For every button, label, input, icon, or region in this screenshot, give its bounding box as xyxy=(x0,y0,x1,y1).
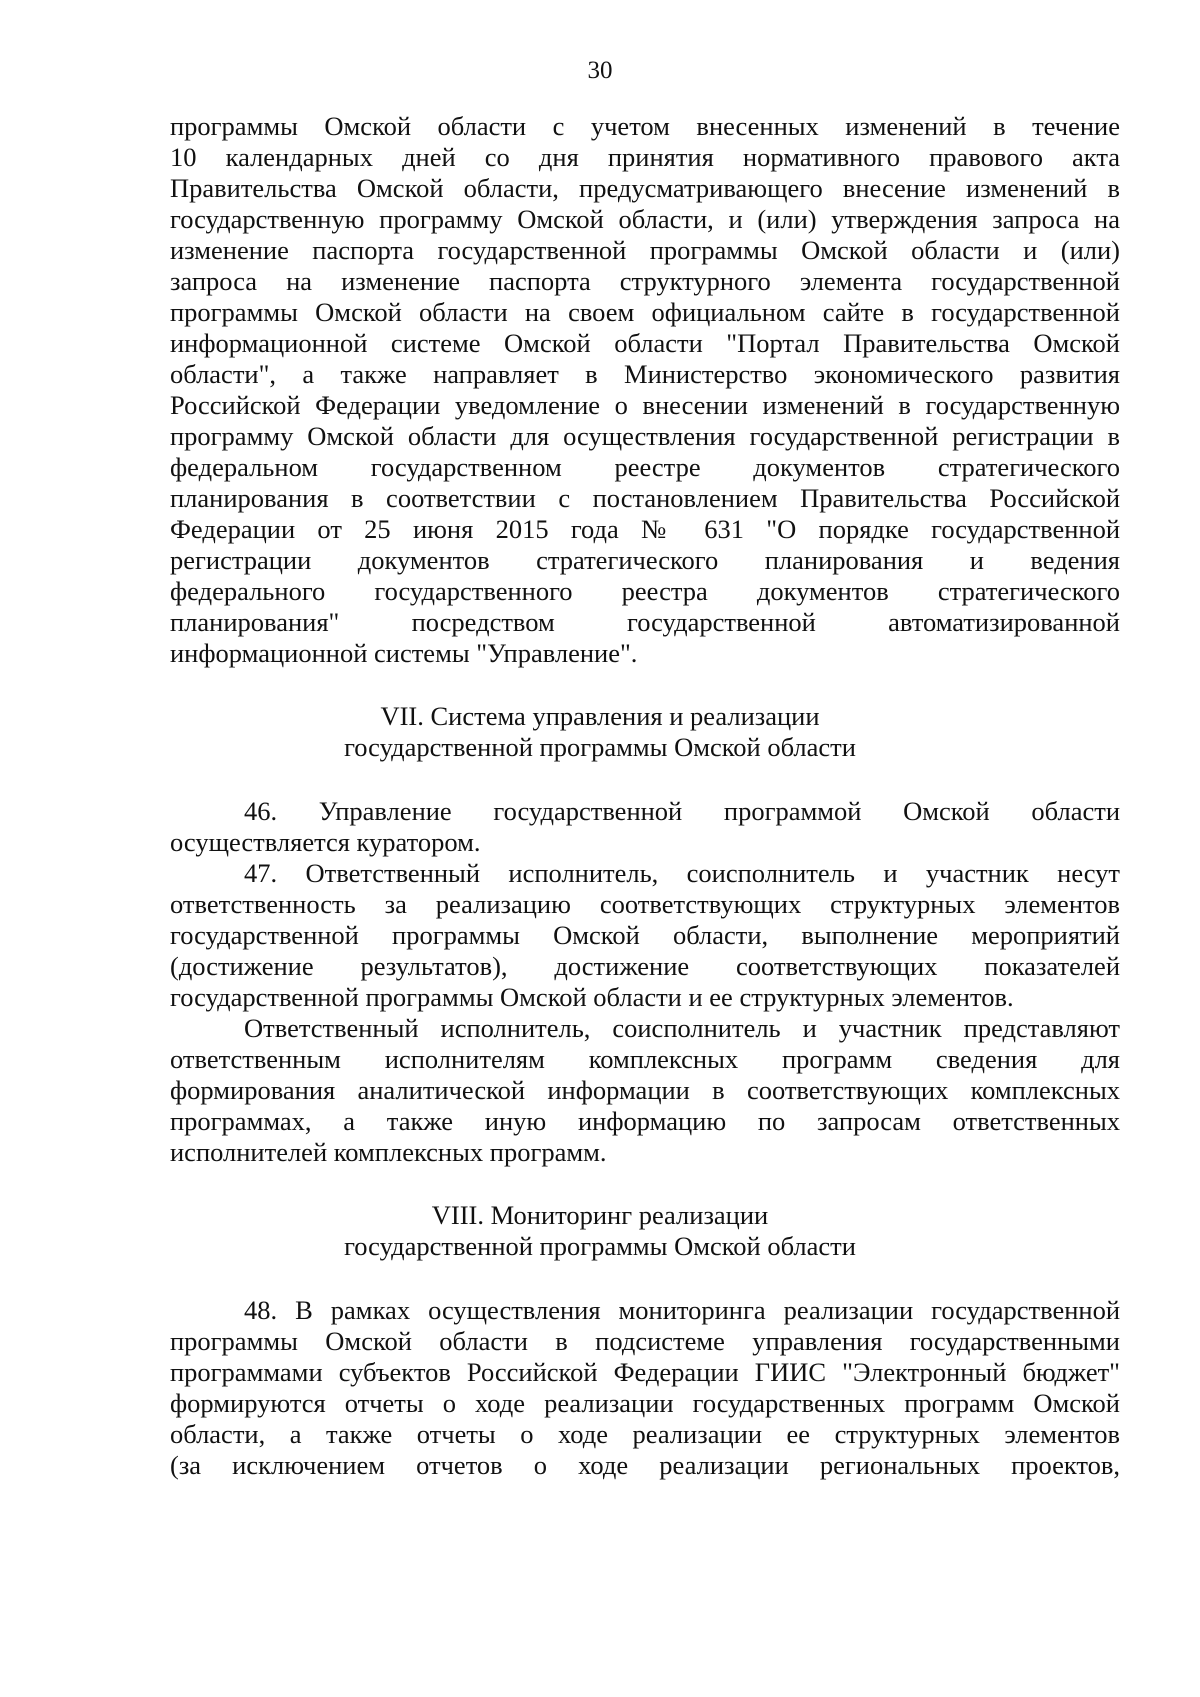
section-title-line: VIII. Мониторинг реализации xyxy=(431,1200,769,1230)
text-line: изменение паспорта государственной программы Омской области и (или) xyxy=(170,235,1120,265)
section-title-line: государственной программы Омской области xyxy=(344,732,856,762)
text-line: информационной системы "Управление". xyxy=(170,638,638,668)
text-line: 47. Ответственный исполнитель, соисполнитель и участник несут xyxy=(244,858,1120,888)
text-line: программах, а также иную информацию по запросам ответственных xyxy=(170,1106,1120,1136)
text-line: программу Омской области для осуществления государственной регистрации в xyxy=(170,421,1120,451)
text-line: 10 календарных дней со дня принятия нормативного правового акта xyxy=(170,142,1120,172)
text-line: (за исключением отчетов о ходе реализации региональных проектов, xyxy=(170,1450,1120,1480)
text-line: Правительства Омской области, предусматривающего внесение изменений в xyxy=(170,173,1120,203)
text-line: планирования в соответствии с постановлением Правительства Российской xyxy=(170,483,1120,513)
text-line: формирования аналитической информации в соответствующих комплексных xyxy=(170,1075,1120,1105)
text-line: формируются отчеты о ходе реализации государственных программ Омской xyxy=(170,1388,1120,1418)
text-line: (достижение результатов), достижение соответствующих показателей xyxy=(170,951,1120,981)
text-line: области, а также отчеты о ходе реализации ее структурных элементов xyxy=(170,1419,1120,1449)
text-line: информационной системе Омской области "Портал Правительства Омской xyxy=(170,328,1120,358)
text-line: программами субъектов Российской Федерации ГИИС "Электронный бюджет" xyxy=(170,1357,1120,1387)
text-line: исполнителей комплексных программ. xyxy=(170,1137,607,1167)
text-line: Ответственный исполнитель, соисполнитель и участник представляют xyxy=(244,1013,1120,1043)
text-line: государственную программу Омской области, и (или) утверждения запроса на xyxy=(170,204,1120,234)
section-title-line: государственной программы Омской области xyxy=(344,1231,856,1261)
text-line: 46. Управление государственной программой Омской области xyxy=(244,796,1120,826)
text-line: осуществляется куратором. xyxy=(170,827,481,857)
text-line: программы Омской области в подсистеме управления государственными xyxy=(170,1326,1120,1356)
page-number: 30 xyxy=(587,57,613,84)
section-title-line: VII. Система управления и реализации xyxy=(380,701,820,731)
text-line: ответственность за реализацию соответствующих структурных элементов xyxy=(170,889,1120,919)
text-line: регистрации документов стратегического планирования и ведения xyxy=(170,545,1120,575)
text-line: Федерации от 25 июня 2015 года № 631 "О порядке государственной xyxy=(170,514,1120,544)
text-line: государственной программы Омской области и ее структурных элементов. xyxy=(170,982,1014,1012)
text-line: запроса на изменение паспорта структурного элемента государственной xyxy=(170,266,1120,296)
text-line: федерального государственного реестра документов стратегического xyxy=(170,576,1120,606)
text-line: программы Омской области на своем официальном сайте в государственной xyxy=(170,297,1120,327)
text-line: области", а также направляет в Министерство экономического развития xyxy=(170,359,1120,389)
text-line: планирования" посредством государственной автоматизированной xyxy=(170,607,1120,637)
text-line: федеральном государственном реестре документов стратегического xyxy=(170,452,1120,482)
text-line: ответственным исполнителям комплексных программ сведения для xyxy=(170,1044,1120,1074)
text-line: программы Омской области с учетом внесенных изменений в течение xyxy=(170,111,1120,141)
text-line: государственной программы Омской области, выполнение мероприятий xyxy=(170,920,1120,950)
text-line: 48. В рамках осуществления мониторинга реализации государственной xyxy=(244,1295,1120,1325)
text-line: Российской Федерации уведомление о внесении изменений в государственную xyxy=(170,390,1120,420)
